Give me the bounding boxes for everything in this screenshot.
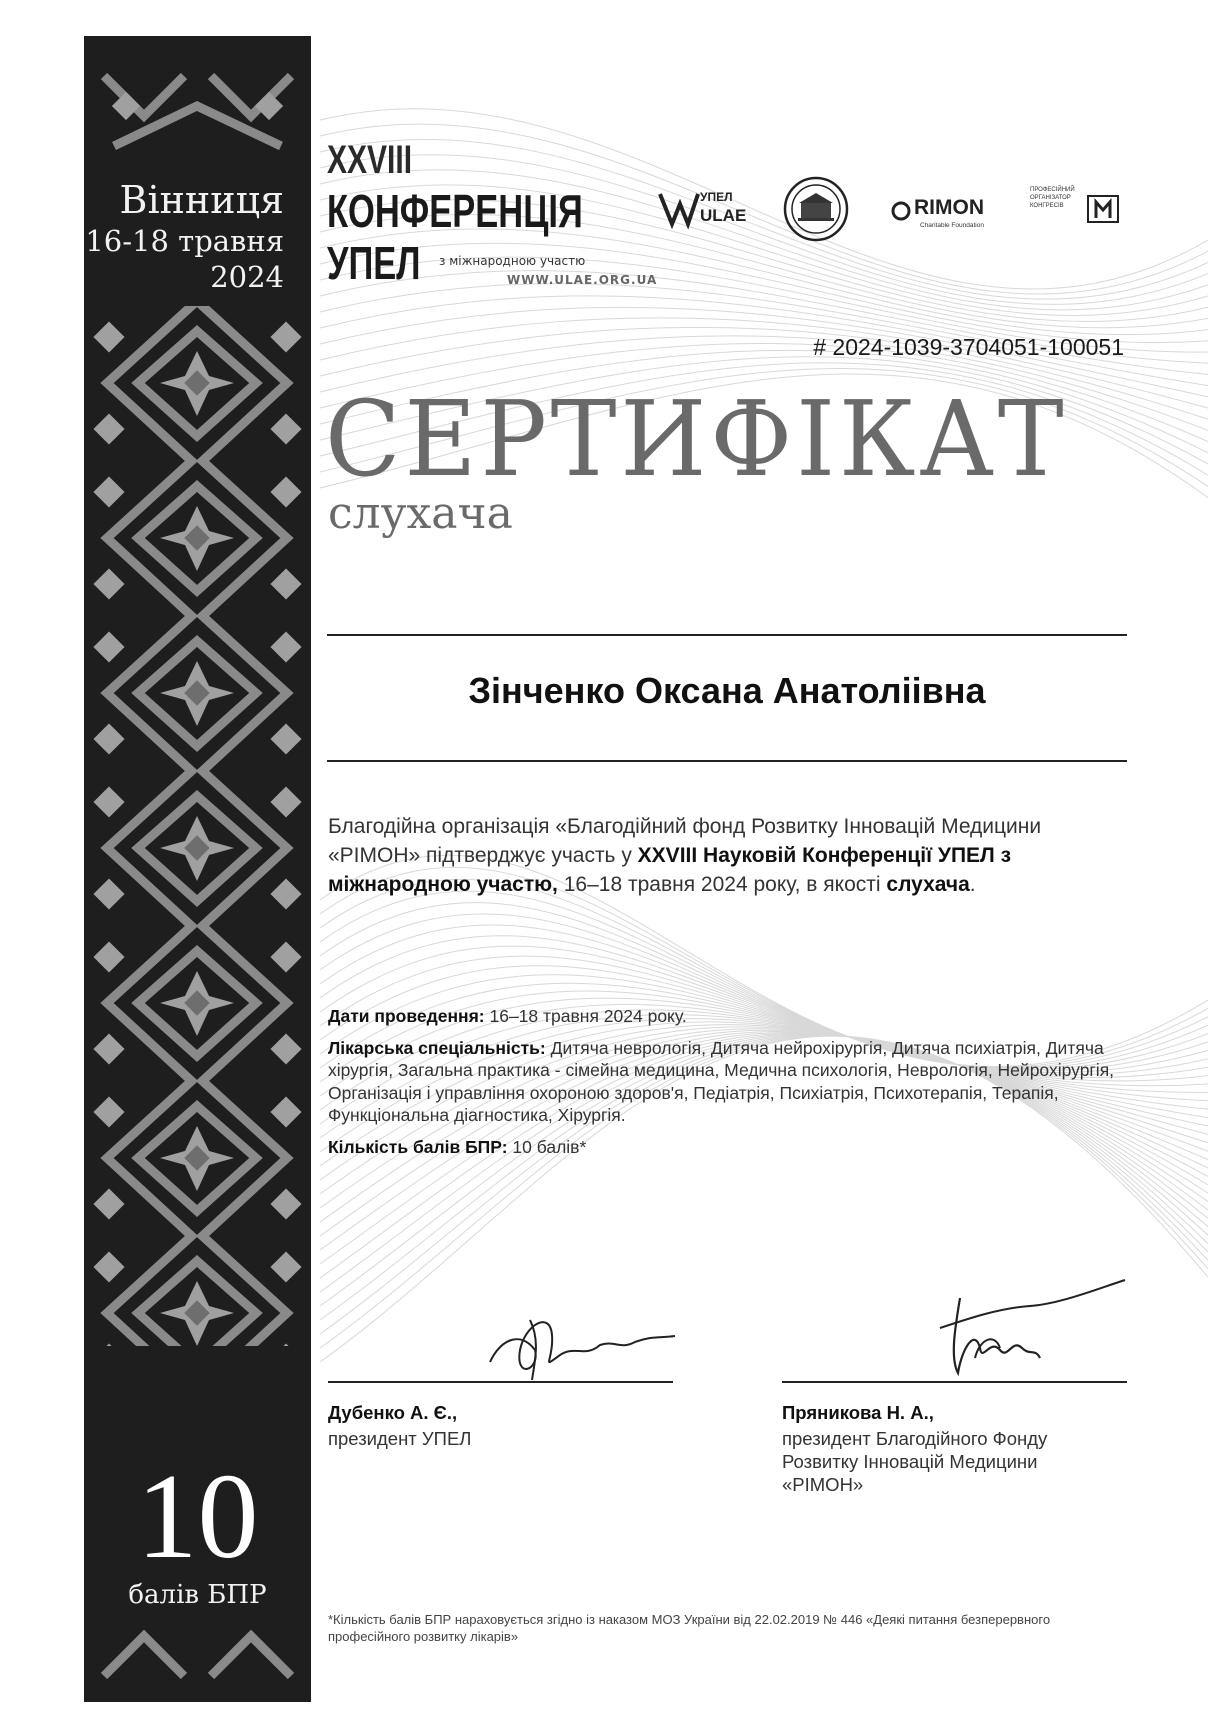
university-seal-icon — [783, 176, 849, 242]
certificate-number: # 2024-1039-3704051-100051 — [813, 334, 1124, 360]
left-signature-line — [328, 1381, 673, 1383]
footnote: *Кількість балів БПР нараховується згідно із наказом МОЗ України від 22.02.2019 № 446 «Деякі питання безперервного професійного розвитку лікарів» — [328, 1612, 1051, 1644]
points-label: Кількість балів БПР: — [328, 1136, 508, 1157]
specialty-value: Дитяча неврологія, Дитяча нейрохірургія, Дитяча психіатрія, Дитяча хірургія, Загальна практика - сімейна медицина, Медична психологія, Неврологія, Нейрохірургія, Організація і управління охороною здоров'я, Педіатрія, Психіатрія, Психотерапія, Терапія, Функціональна діагностика, Хірургія. — [328, 1037, 1115, 1125]
upel-logo-top: УПЕЛ — [700, 190, 733, 204]
certificate-title: СЕРТИФІКАТ — [325, 378, 1068, 500]
dates-value: 16–18 травня 2024 року. — [484, 1006, 687, 1026]
dates-label: 16-18 травня — [85, 224, 284, 258]
rimon-logo — [890, 196, 1000, 232]
pco-logo — [1030, 186, 1126, 232]
para-text-1: Благодійна організація «Благодійний фонд Розвитку Інновацій Медицини «РІМОН» підтверджує участь у — [328, 815, 1042, 867]
conference-title: КОНФЕРЕНЦІЯ — [327, 185, 583, 237]
pco-logo-text: ПРОФЕСІЙНИЙ ОРГАНІЗАТОР КОНГРЕСІВ — [1030, 187, 1075, 209]
upel-logo — [658, 190, 746, 230]
dates-label: Дати проведення: — [328, 1006, 485, 1026]
details-section — [328, 1005, 1128, 1167]
city-label: Вінниця — [119, 178, 284, 222]
right-signer-role-2: Розвитку Інновацій Медицини — [782, 1451, 1038, 1472]
holder-name: Зінченко Оксана Анатоліівна — [468, 670, 986, 711]
conference-number: XXVIII — [327, 138, 413, 182]
conference-org: УПЕЛ — [327, 237, 421, 289]
right-signature — [900, 1278, 1130, 1388]
right-signature-line — [782, 1381, 1127, 1383]
dates-row — [328, 1005, 1128, 1028]
cpd-points-number: 10 — [136, 1449, 259, 1584]
rimon-logo-sub: Charitable Foundation — [920, 222, 984, 229]
points-value: 10 балів* — [507, 1136, 587, 1157]
conference-international: з міжнародною участю — [439, 254, 586, 268]
confirmation-paragraph — [328, 812, 1108, 899]
specialty-row — [328, 1037, 1128, 1127]
year-label: 2024 — [210, 260, 284, 294]
upel-logo-bottom: ULAE — [700, 206, 747, 225]
conference-url: WWW.ULAE.ORG.UA — [507, 273, 658, 287]
name-bottom-rule — [327, 760, 1127, 762]
certificate-subtitle: слухача — [328, 488, 513, 539]
rimon-logo-text: RIMON — [914, 196, 984, 219]
left-signer-name: Дубенко А. Є., — [328, 1402, 458, 1423]
para-conference-name: XXVIII Науковій Конференції УПЕЛ з міжнародною участю, — [328, 844, 1012, 896]
left-signature — [480, 1300, 680, 1390]
ornament-sidebar — [84, 36, 311, 1702]
right-signer-role-1: президент Благодійного Фонду — [782, 1428, 1048, 1449]
para-text-end: . — [969, 873, 976, 896]
right-signer-name: Пряникова Н. А., — [782, 1402, 934, 1423]
cpd-points-label: балів БПР — [128, 1580, 267, 1610]
points-row — [328, 1136, 1128, 1159]
para-text-2: 16–18 травня 2024 року, в якості — [557, 873, 887, 896]
specialty-label: Лікарська спеціальність: — [328, 1037, 546, 1058]
left-signer-role: президент УПЕЛ — [328, 1428, 472, 1449]
right-signer-role-3: «РІМОН» — [782, 1474, 864, 1495]
name-top-rule — [327, 634, 1127, 636]
para-role: слухача — [886, 873, 970, 896]
